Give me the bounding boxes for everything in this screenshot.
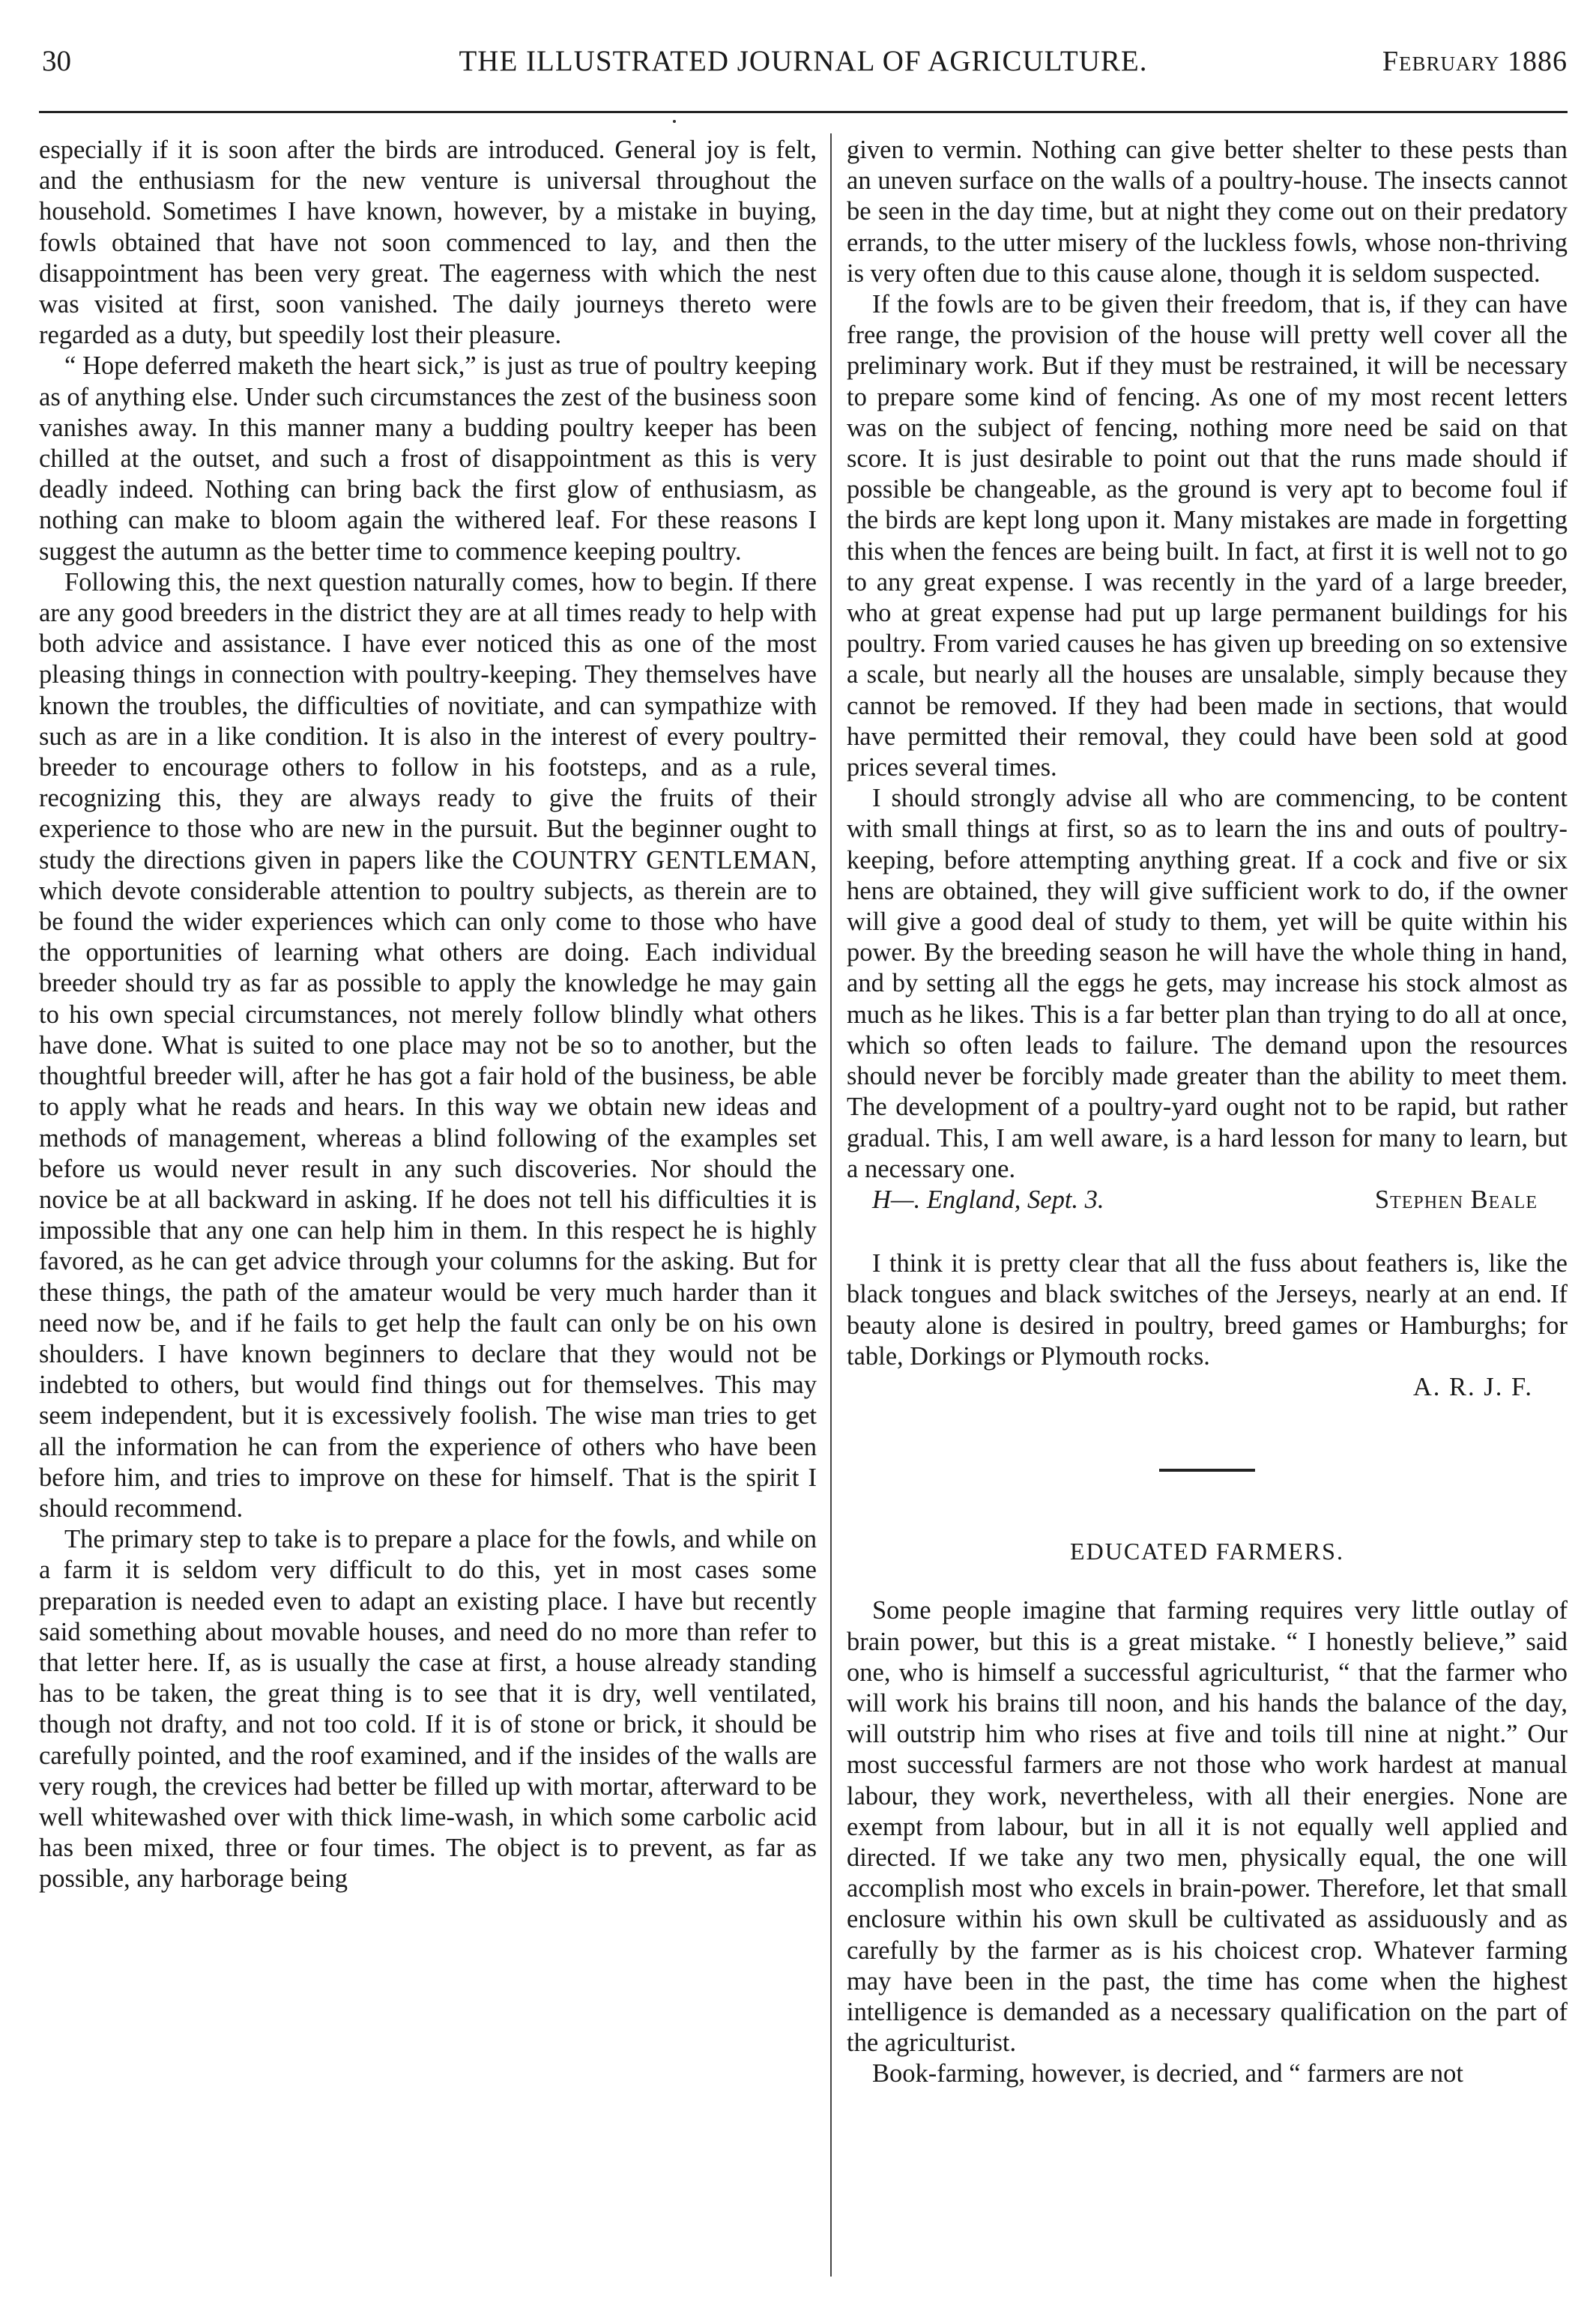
column-divider [830,133,832,2277]
signature-place: H—. England, Sept. 3. [872,1185,1104,1214]
header-rule [39,111,1568,113]
right-column [847,135,1568,2090]
paragraph: I should strongly advise all who are commencing, to be content with small things at first, so as to learn the ins and outs of poultry-keeping, before attempting anything great. If a cock and five or six hens are obtained, they will give sufficient work to do, if the owner will give a good deal of study to them, yet will be quite within his power. By the breeding season he will have the whole thing in hand, and by setting all the eggs he gets, may increase his stock almost as much as he likes. This is a far better plan than trying to do all at once, which so often leads to failure. The demand upon the resources should never be forcibly made greater than the ability to meet them. The development of a poultry-yard ought not to be rapid, but rather gradual. This, I am well aware, is a hard lesson for many to learn, but a necessary one. [847,784,1568,1183]
paragraph: Book-farming, however, is decried, and “ farmers are not [872,2059,1463,2088]
paragraph: Some people imagine that farming requires very little outlay of brain power, but this is a great mistake. “ I honestly believe,” said one, who is himself a successful agriculturist, “ that the farmer who will work his brains till noon, and his hands the balance of the day, will outstrip him who rises at five and toils till nine at night.” Our most successful farmers are not those who work hardest at manual labour, they work, nevertheless, with all their energies. None are exempt from labour, but in all it is not equally well applied and directed. If we take any two men, physically equal, the one will accomplish most who excels in brain-power. Therefore, let that small enclosure within his own skull be cultivated as assiduously and as carefully by the farmer as is his choicest crop. Whatever farming may have been in the past, the time has come when the highest intelligence is demanded as a necessary qualification on the part of the agriculturist. [847,1596,1568,2058]
feathers-note: I think it is pretty clear that all the fuss about feathers is, like the black tongues and black switches of the Jerseys, nearly at an end. If beauty alone is desired in poultry, breed games or Hamburghs; for table, Dorkings or Plymouth rocks. [847,1249,1568,1371]
paragraph: If the fowls are to be given their freedom, that is, if they can have free range, the provision of the house will pretty well cover all the preliminary work. But if they must be restrained, it will be necessary to prepare some kind of fencing. As one of my most recent letters was on the subject of fencing, nothing more need be said on that score. It is just desirable to point out that the runs made should if possible be changeable, as the ground is very apt to become foul if the birds are kept long upon it. Many mistakes are made in forgetting this when the fences are being built. In fact, at first it is well not to go to any great expense. I was recently in the yard of a large breeder, who at great expense had put up large permanent buildings for his poultry. From varied causes he has given up breeding on so extensive a scale, but nearly all the houses are unsalable, simply because they cannot be removed. If they had been made in sections, that would have permitted their removal, they could have been sold at good prices several times. [847,290,1568,782]
section-title: EDUCATED FARMERS. [1070,1538,1344,1565]
printer-dot [673,120,676,123]
paragraph [39,567,817,1524]
page-header [39,39,1568,84]
article-signature [847,1185,1568,1215]
paragraph: given to vermin. Nothing can give better shelter to these pests than an uneven surface on the walls of a poultry-house. The insects cannot be seen in the day time, but at night they come out on their predatory errands, to the utter misery of the luckless fowls, whose non-thriving is very often due to this cause alone, though it is seldom suspected. [847,136,1568,288]
left-column [39,135,817,1895]
paragraph-text: , which devote considerable attention to poultry subjects, as therein are to be found the wider experiences which can only come to those who have the opportunities of learning what others are doing. Each individual breeder should try as far as possible to apply the knowledge he may gain to his own special circumstances, not merely follow blindly what others have done. What is suited to one place may not be so to another, but the thoughtful breeder will, after he has got a fair hold of the business, be able to apply what he reads and hears. In this way we obtain new ideas and methods of management, whereas a blind following of the examples set before us would never result in any such discoveries. Nor should the novice be at all backward in asking. If he does not tell his difficulties it is impossible that any one can help him in them. In this respect he is highly favored, as he can get advice through your columns for the asking. But for these things, the path of the amateur would be very much harder than it need now be, and if he fails to get help the fault can only be on his own shoulders. I have known beginners to declare that they would not be indebted to others, but would find things out for themselves. This may seem independent, but it is excessively foolish. The wise man tries to get all the information he can from the experience of others who have been before him, and tries to improve on these for himself. That is the spirit I should recommend. [39,845,817,1523]
paragraph: especially if it is soon after the birds are introduced. General joy is felt, and the enthusiasm for the new venture is universal throughout the household. Sometimes I have known, however, by a mistake in buying, fowls obtained that have not soon commenced to lay, and then the disappointment has been very great. The eagerness with which the nest was visited at first, soon vanished. The daily journeys thereto were regarded as a duty, but speedily lost their pleasure. [39,136,817,350]
issue-date: February 1886 [1382,46,1568,77]
signature-author: Stephen Beale [1374,1185,1538,1214]
section-rule [1159,1469,1255,1472]
journal-title: THE ILLUSTRATED JOURNAL OF AGRICULTURE. [459,45,1148,77]
page-number: 30 [42,45,71,77]
paragraph: The primary step to take is to prepare a place for the fowls, and while on a farm it is seldom very difficult to do this, yet in most cases some preparation is needed even to adapt an existing place. I have but recently said something about movable houses, and need do no more than refer to that letter here. If, as is usually the case at first, a house already standing has to be taken, the great thing is to see that it is dry, well ventilated, though not drafty, and not too cold. If it is of stone or brick, it should be carefully pointed, and the roof examined, and if the insides of the walls are very rough, the crevices had better be filled up with mortar, afterward to be well whitewashed over with thick lime-wash, in which some carbolic acid has been mixed, three or four times. The object is to prevent, as far as possible, any harborage being [39,1525,817,1894]
publication-name: COUNTRY GENTLEMAN [512,845,811,874]
note-initials: A. R. J. F. [1412,1372,1533,1401]
paragraph: “ Hope deferred maketh the heart sick,” is just as true of poultry keeping as of anything else. Under such circumstances the zest of the business soon vanishes away. In this manner many a budding poultry keeper has been chilled at the outset, and such a frost of disappointment as this is very deadly indeed. Nothing can bring back the first glow of enthusiasm, as nothing can make to bloom again the withered leaf. For these reasons I suggest the autumn as the better time to commence keeping poultry. [39,351,817,566]
paragraph-text: Following this, the next question naturally comes, how to begin. If there are any good breeders in the district they are at all times ready to help with both advice and assistance. I have ever noticed this as one of the most pleasing things in connection with poultry-keeping. They themselves have known the troubles, the difficulties of novitiate, and can sympathize with such as are in a like condition. It is also in the interest of every poultry-breeder to encourage others to follow in his footsteps, and as a rule, recognizing this, they are always ready to give the fruits of their experience to those who are new in the pursuit. But the beginner ought to study the directions given in papers like the [39,567,817,874]
